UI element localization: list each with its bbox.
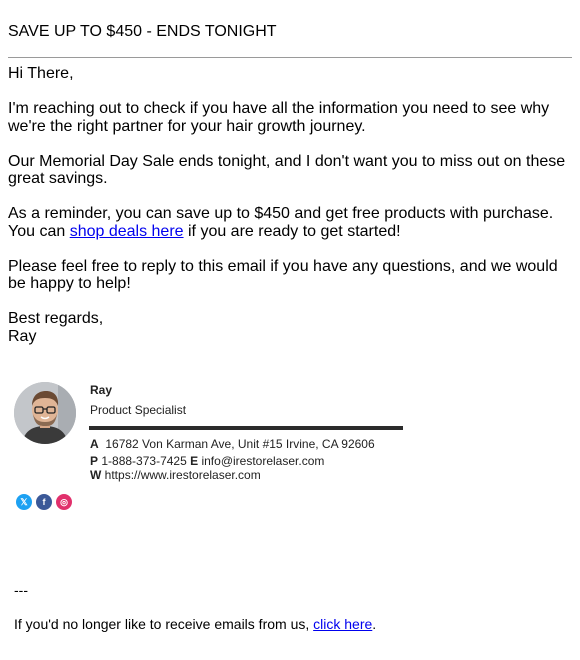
facebook-icon[interactable]: f (36, 494, 52, 510)
closing-name: Ray (8, 327, 37, 345)
address-value: 16782 Von Karman Ave, Unit #15 Irvine, CA 92606 (105, 437, 375, 451)
unsubscribe-text: If you'd no longer like to receive emails from us, (14, 616, 314, 632)
signature-address (90, 437, 375, 451)
divider (8, 57, 572, 58)
paragraph-4: Please feel free to reply to this email if you have any questions, and we would be happy to help! (8, 257, 558, 292)
phone-label: P (90, 454, 99, 468)
signature-name: Ray (90, 383, 113, 397)
greeting: Hi There, (8, 65, 74, 82)
avatar (14, 382, 76, 444)
signature-website (90, 468, 261, 482)
web-label: W (90, 468, 102, 482)
x-twitter-icon[interactable]: 𝕏 (16, 494, 32, 510)
email-body (8, 65, 574, 345)
unsubscribe-note (14, 616, 376, 632)
paragraph-2: Our Memorial Day Sale ends tonight, and I don't want you to miss out on these great savings. (8, 152, 566, 187)
signature-divider (89, 426, 403, 430)
paragraph-3 (8, 205, 574, 240)
signature-title: Product Specialist (90, 403, 187, 417)
unsubscribe-period: . (372, 616, 377, 632)
paragraph-3-text-after: if you are ready to get started! (183, 222, 401, 240)
email-subject: SAVE UP TO $450 - ENDS TONIGHT (8, 23, 277, 40)
closing (8, 310, 574, 345)
shop-deals-link[interactable]: shop deals here (69, 222, 184, 240)
person-photo-icon (14, 382, 76, 444)
email-value[interactable]: info@irestorelaser.com (201, 454, 325, 468)
unsubscribe-link[interactable]: click here (313, 616, 373, 632)
website-value[interactable]: https://www.irestorelaser.com (104, 468, 261, 482)
instagram-icon[interactable]: ◎ (56, 494, 72, 510)
phone-value[interactable]: 1-888-373-7425 (101, 454, 187, 468)
signature-contact (90, 454, 324, 468)
closing-salutation: Best regards, (8, 310, 104, 327)
paragraph-3-text-before: As a reminder, you can save up to $450 and get free products with purchase. You can (8, 205, 554, 240)
paragraph-1: I'm reaching out to check if you have all the information you need to see why we're the right partner for your hair growth journey. (8, 100, 550, 135)
email-label: E (190, 454, 199, 468)
footer-separator: --- (14, 582, 28, 598)
address-label: A (90, 437, 99, 451)
